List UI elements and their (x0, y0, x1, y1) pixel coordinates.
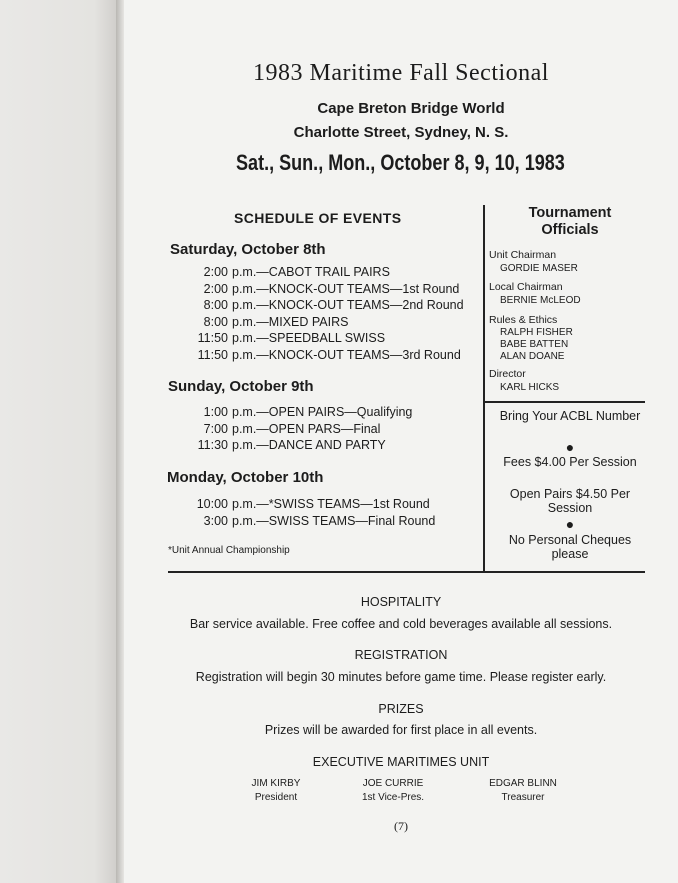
hospitality-heading: HOSPITALITY (360, 595, 442, 609)
official-name: GORDIE MASER (500, 263, 578, 274)
executive-member: JIM KIRBY President (251, 778, 301, 803)
footnote: *Unit Annual Championship (168, 545, 290, 556)
list-item: 1:00 p.m.—OPEN PAIRS—Qualifying (203, 405, 413, 419)
role-unit-chairman: Unit Chairman (489, 249, 557, 261)
list-item: 3:00 p.m.—SWISS TEAMS—Final Round (203, 513, 436, 528)
list-item: 11:50 p.m.—SPEEDBALL SWISS (197, 331, 386, 345)
list-item: 7:00 p.m.—OPEN PARS—Final (203, 421, 381, 436)
bullet-icon: ● (565, 516, 575, 532)
day-heading-saturday: Saturday, October 8th (170, 241, 326, 258)
list-item: 2:00 p.m.—CABOT TRAIL PAIRS (203, 265, 390, 279)
official-name: BERNIE McLEOD (500, 295, 581, 306)
note-open-pairs: Open Pairs $4.50 Per Session (509, 487, 631, 515)
list-item: 2:00 p.m.—KNOCK-OUT TEAMS—1st Round (203, 281, 460, 296)
event-dates: Sat., Sun., Mon., October 8, 9, 10, 1983 (236, 150, 565, 175)
executive-member: EDGAR BLINN Treasurer (489, 778, 557, 803)
registration-text: Registration will begin 30 minutes before game time. Please register early. (195, 670, 607, 684)
list-item: 11:50 p.m.—KNOCK-OUT TEAMS—3rd Round (197, 347, 461, 362)
event-list-monday (168, 496, 435, 529)
page-number: (7) (394, 819, 408, 833)
executive-heading: EXECUTIVE MARITIMES UNIT (312, 755, 490, 769)
role-local-chairman: Local Chairman (489, 281, 563, 293)
official-name: KARL HICKS (500, 382, 560, 393)
registration-heading: REGISTRATION (354, 648, 448, 662)
prizes-heading: PRIZES (378, 702, 424, 716)
executive-member: JOE CURRIE 1st Vice-Pres. (361, 778, 425, 803)
list-item: 10:00 p.m.—*SWISS TEAMS—1st Round (196, 497, 430, 511)
program-page (124, 0, 678, 883)
book-spine (116, 0, 124, 883)
facing-page (0, 0, 118, 883)
section-divider (168, 571, 645, 573)
hospitality-text: Bar service available. Free coffee and cold beverages available all sessions. (189, 617, 613, 631)
note-fees: Fees $4.00 Per Session (503, 455, 637, 469)
role-director: Director (489, 368, 526, 380)
list-item: 8:00 p.m.—KNOCK-OUT TEAMS—2nd Round (203, 298, 464, 312)
bullet-icon: ● (565, 439, 575, 455)
officials-heading: Tournament Officials (528, 205, 612, 238)
prizes-text: Prizes will be awarded for first place in all events. (264, 723, 538, 737)
list-item: 8:00 p.m.—MIXED PAIRS (203, 314, 349, 329)
venue-name: Cape Breton Bridge World (317, 100, 505, 117)
day-heading-monday: Monday, October 10th (167, 469, 324, 486)
official-names-rules: RALPH FISHER BABE BATTEN ALAN DOANE (500, 327, 573, 362)
list-item: 11:30 p.m.—DANCE AND PARTY (197, 438, 386, 452)
column-divider (483, 205, 485, 571)
page-title: 1983 Maritime Fall Sectional (253, 60, 549, 86)
note-cheques: No Personal Cheques please (508, 533, 632, 561)
event-list-sunday (168, 404, 412, 454)
role-rules-ethics: Rules & Ethics (489, 314, 558, 326)
day-heading-sunday: Sunday, October 9th (168, 378, 314, 395)
venue-address: Charlotte Street, Sydney, N. S. (293, 124, 509, 141)
event-list-saturday (168, 264, 464, 363)
schedule-heading: SCHEDULE OF EVENTS (234, 210, 402, 226)
note-acbl: Bring Your ACBL Number (499, 409, 641, 423)
officials-divider (485, 401, 645, 403)
